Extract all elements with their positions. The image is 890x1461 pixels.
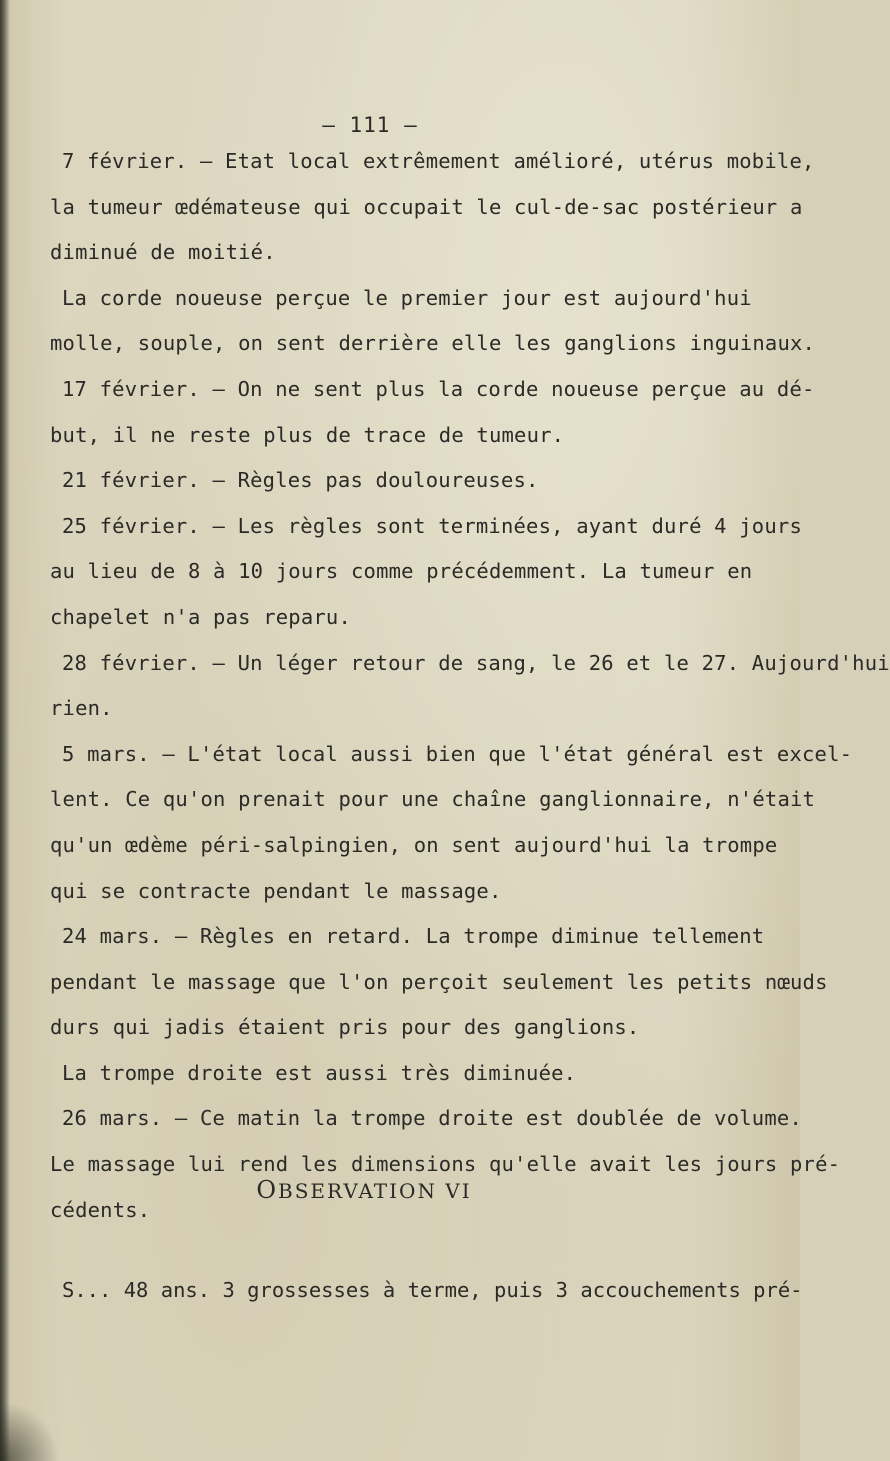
page-number: — 111 — <box>322 113 418 137</box>
text-line: lent. Ce qu'on prenait pour une chaîne ganglionnaire, n'était <box>50 787 816 812</box>
paragraph <box>50 732 853 914</box>
paragraph <box>50 504 802 641</box>
text-line: diminué de moitié. <box>50 240 276 265</box>
paragraph <box>50 139 815 276</box>
paragraph <box>50 1051 690 1097</box>
paragraph <box>50 367 815 458</box>
paragraph <box>50 641 890 732</box>
observation-heading <box>0 1176 728 1204</box>
text-line: durs qui jadis étaient pris pour des ganglions. <box>50 1015 640 1040</box>
text-line: 25 février. — Les règles sont terminées, ayant duré 4 jours <box>62 513 802 538</box>
text-line: qu'un œdème péri-salpingien, on sent aujourd'hui la trompe <box>50 832 778 857</box>
text-line: La corde noueuse perçue le premier jour est aujourd'hui <box>62 285 752 310</box>
text-line: molle, souple, on sent derrière elle les ganglions inguinaux. <box>50 331 816 356</box>
text-line: qui se contracte pendant le massage. <box>50 878 502 903</box>
text-line: la tumeur œdémateuse qui occupait le cul-de-sac postérieur a <box>50 194 803 219</box>
binding-shadow <box>0 0 10 1461</box>
observation-heading-initial: O <box>256 1176 279 1204</box>
text-line: rien. <box>50 696 113 721</box>
text-line: but, il ne reste plus de trace de tumeur. <box>50 422 565 447</box>
text-line: 21 février. — Règles pas douloureuses. <box>62 468 539 493</box>
text-line: au lieu de 8 à 10 jours comme précédemment. La tumeur en <box>50 559 753 584</box>
corner-shadow <box>0 1401 60 1461</box>
text-line: 26 mars. — Ce matin la trompe droite est doublée de volume. <box>62 1106 802 1131</box>
paragraph <box>50 1096 841 1233</box>
text-line: pendant le massage que l'on perçoit seulement les petits nœuds <box>50 969 828 994</box>
paragraph <box>50 914 828 1051</box>
text-line: 5 mars. — L'état local aussi bien que l'état général est excel- <box>62 741 853 766</box>
text-line: 17 février. — On ne sent plus la corde noueuse perçue au dé- <box>62 376 815 401</box>
text-line: cédents. <box>50 1197 151 1222</box>
observation-first-line: S... 48 ans. 3 grossesses à terme, puis 3 accouchements pré- <box>62 1278 803 1302</box>
body-text <box>50 139 890 1233</box>
text-line: chapelet n'a pas reparu. <box>50 604 352 629</box>
paragraph <box>50 458 690 504</box>
text-line: 7 février. — Etat local extrêmement amélioré, utérus mobile, <box>62 149 815 173</box>
paragraph <box>50 276 816 367</box>
text-line: 24 mars. — Règles en retard. La trompe diminue tellement <box>62 924 765 949</box>
text-line: Le massage lui rend les dimensions qu'elle avait les jours pré- <box>50 1152 841 1177</box>
text-line: La trompe droite est aussi très diminuée. <box>62 1060 577 1085</box>
observation-heading-rest: BSERVATION VI <box>278 1179 472 1203</box>
text-line: 28 février. — Un léger retour de sang, le 26 et le 27. Aujourd'hui <box>62 650 890 675</box>
